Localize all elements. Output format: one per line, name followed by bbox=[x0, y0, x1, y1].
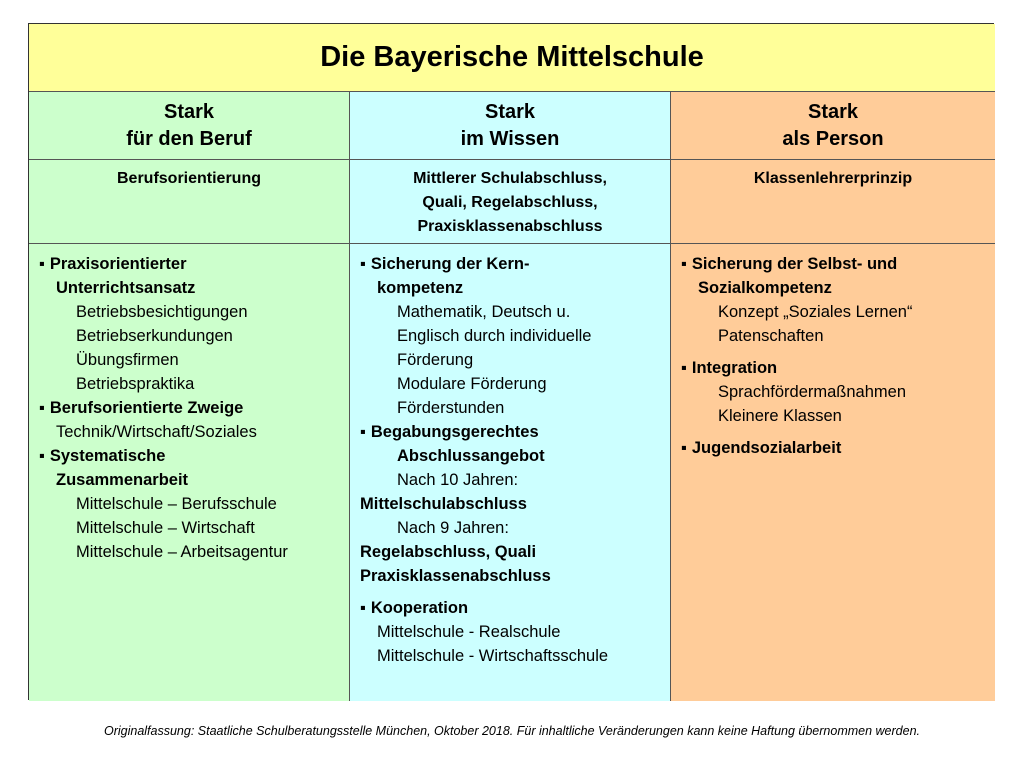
list-item: Modulare Förderung bbox=[397, 375, 547, 393]
content-person bbox=[671, 244, 995, 701]
column-header-line: Stark bbox=[807, 100, 859, 123]
list-item: ▪ Praxisorientierter bbox=[39, 252, 349, 276]
list-item: ▪ Jugendsozialarbeit bbox=[681, 436, 995, 460]
list-item: Betriebserkundungen bbox=[76, 327, 233, 345]
list-item: ▪ Systematische bbox=[39, 444, 349, 468]
column-header-beruf bbox=[29, 92, 350, 160]
list-item: Mittelschule – Arbeitsagentur bbox=[76, 543, 288, 561]
table-title: Die Bayerische Mittelschule bbox=[29, 24, 995, 92]
footer-note: Originalfassung: Staatliche Schulberatungsstelle München, Oktober 2018. Für inhaltliche Veränderungen kann keine Haftung übernommen werden. bbox=[103, 724, 920, 738]
subheader-line: Berufsorientierung bbox=[116, 170, 261, 187]
content-wissen bbox=[350, 244, 671, 701]
list-item: Betriebsbesichtigungen bbox=[76, 303, 248, 321]
list-item: Betriebspraktika bbox=[76, 375, 195, 393]
subheader-wissen bbox=[350, 160, 671, 244]
list-item: kompetenz bbox=[377, 279, 464, 297]
list-item: ▪ Begabungsgerechtes bbox=[360, 420, 670, 444]
subheader-line: Quali, Regelabschluss, bbox=[422, 194, 598, 211]
list-item: Englisch durch individuelle bbox=[397, 327, 592, 345]
list-item: Regelabschluss, Quali bbox=[360, 543, 537, 561]
list-item: Konzept „Soziales Lernen“ bbox=[718, 303, 913, 321]
list-item: Mittelschule – Wirtschaft bbox=[76, 519, 255, 537]
list-item: Unterrichtsansatz bbox=[56, 279, 196, 297]
subheader-line: Klassenlehrerprinzip bbox=[753, 170, 913, 187]
list-item: ▪ Sicherung der Selbst- und bbox=[681, 252, 995, 276]
subheader-line: Praxisklassenabschluss bbox=[417, 218, 603, 235]
list-item: Zusammenarbeit bbox=[56, 471, 189, 489]
list-item: ▪ Sicherung der Kern- bbox=[360, 252, 670, 276]
column-header-person bbox=[671, 92, 995, 160]
list-item: Mittelschule - Realschule bbox=[377, 623, 561, 641]
subheader-beruf bbox=[29, 160, 350, 244]
list-item: Mittelschule - Wirtschaftsschule bbox=[377, 647, 609, 665]
column-header-wissen bbox=[350, 92, 671, 160]
list-item: Förderung bbox=[397, 351, 474, 369]
column-header-line: für den Beruf bbox=[126, 127, 252, 150]
list-item: Patenschaften bbox=[718, 327, 824, 345]
subheader-person bbox=[671, 160, 995, 244]
list-item: Mittelschule – Berufsschule bbox=[76, 495, 277, 513]
list-item: ▪ Berufsorientierte Zweige bbox=[39, 396, 349, 420]
list-item: ▪ Integration bbox=[681, 356, 995, 380]
subheader-line: Mittlerer Schulabschluss, bbox=[413, 170, 607, 187]
content-beruf bbox=[29, 244, 350, 701]
list-item: Übungsfirmen bbox=[76, 351, 179, 369]
list-item: Förderstunden bbox=[397, 399, 505, 417]
list-item: Nach 9 Jahren: bbox=[397, 519, 509, 537]
list-item: Kleinere Klassen bbox=[718, 407, 842, 425]
list-item: Praxisklassenabschluss bbox=[360, 567, 551, 585]
list-item: Technik/Wirtschaft/Soziales bbox=[56, 423, 257, 441]
column-header-line: Stark bbox=[484, 100, 536, 123]
list-item: Mittelschulabschluss bbox=[360, 495, 527, 513]
list-item: ▪ Kooperation bbox=[360, 596, 670, 620]
list-item: Mathematik, Deutsch u. bbox=[397, 303, 571, 321]
column-header-line: im Wissen bbox=[460, 127, 560, 150]
column-header-line: Stark bbox=[163, 100, 215, 123]
list-item: Nach 10 Jahren: bbox=[397, 471, 519, 489]
overview-table bbox=[28, 23, 994, 700]
list-item: Abschlussangebot bbox=[397, 447, 545, 465]
column-header-line: als Person bbox=[782, 127, 884, 150]
list-item: Sprachfördermaßnahmen bbox=[718, 383, 907, 401]
list-item: Sozialkompetenz bbox=[698, 279, 832, 297]
